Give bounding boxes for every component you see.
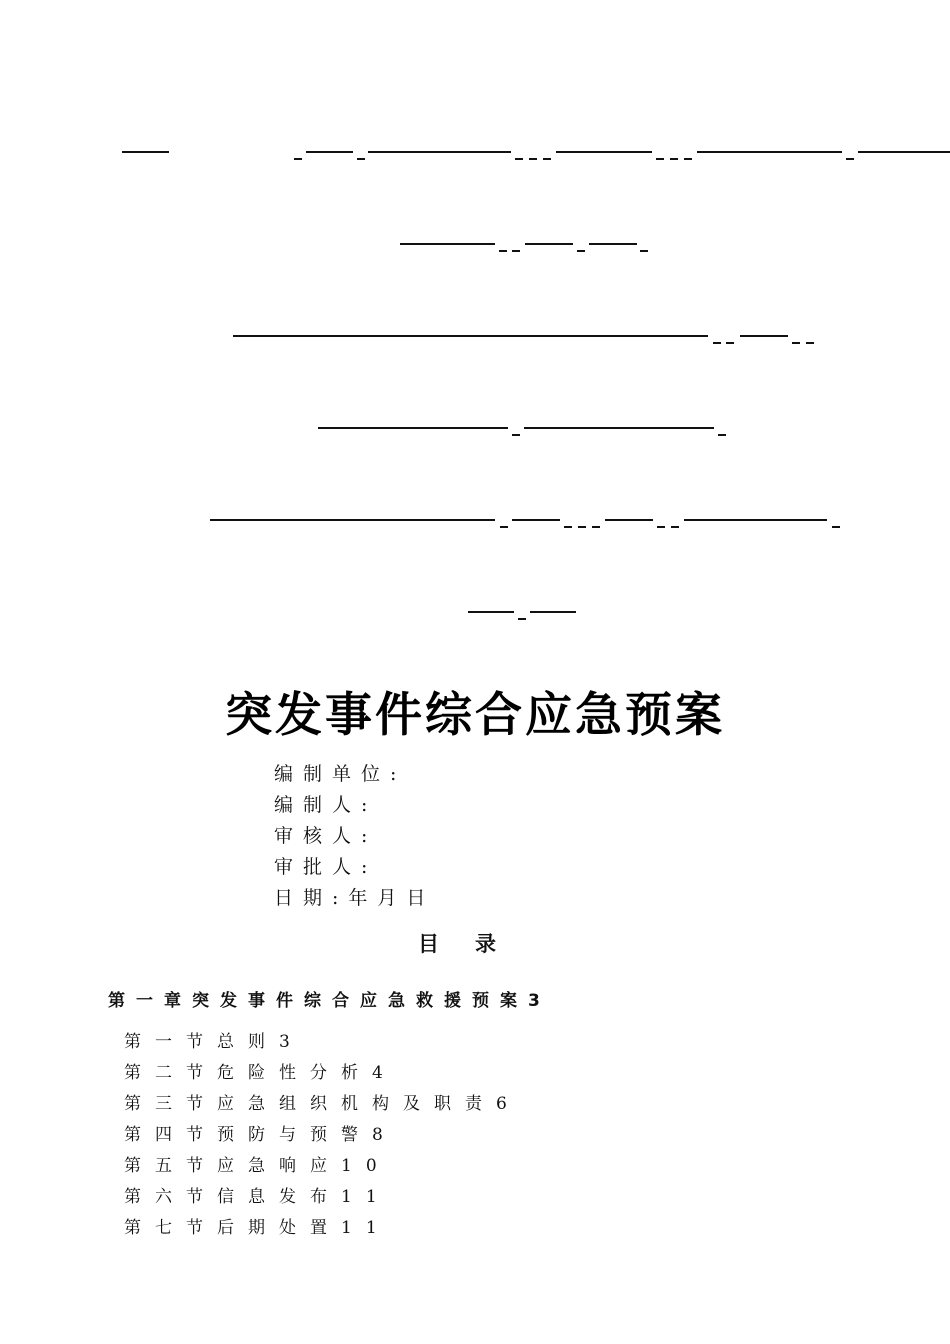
toc-heading: 目录 xyxy=(418,932,532,956)
blank-line-6 xyxy=(468,608,578,622)
toc-section: 第五节应急响应10 xyxy=(124,1156,391,1176)
blank-line-5 xyxy=(210,516,842,530)
toc-chapter: 第一章突发事件综合应急救援预案3 xyxy=(108,991,551,1011)
blank-line-2 xyxy=(400,240,650,254)
blank-line-1 xyxy=(122,148,842,162)
meta-unit: 编制单位: xyxy=(274,763,407,785)
toc-section: 第三节应急组织机构及职责6 xyxy=(124,1094,521,1114)
document-title: 突发事件综合应急预案 xyxy=(225,688,725,743)
blank-line-3 xyxy=(233,332,818,346)
toc-section: 第六节信息发布11 xyxy=(124,1187,391,1207)
meta-approver: 审批人: xyxy=(274,856,378,878)
toc-section: 第七节后期处置11 xyxy=(124,1218,391,1238)
toc-section: 第二节危险性分析4 xyxy=(124,1063,397,1083)
meta-date: 日期:年月日 xyxy=(274,887,436,909)
blank-line-4 xyxy=(318,424,733,438)
meta-reviewer: 审核人: xyxy=(274,825,378,847)
toc-section: 第一节总则3 xyxy=(124,1032,304,1052)
toc-section: 第四节预防与预警8 xyxy=(124,1125,397,1145)
meta-author: 编制人: xyxy=(274,794,378,816)
